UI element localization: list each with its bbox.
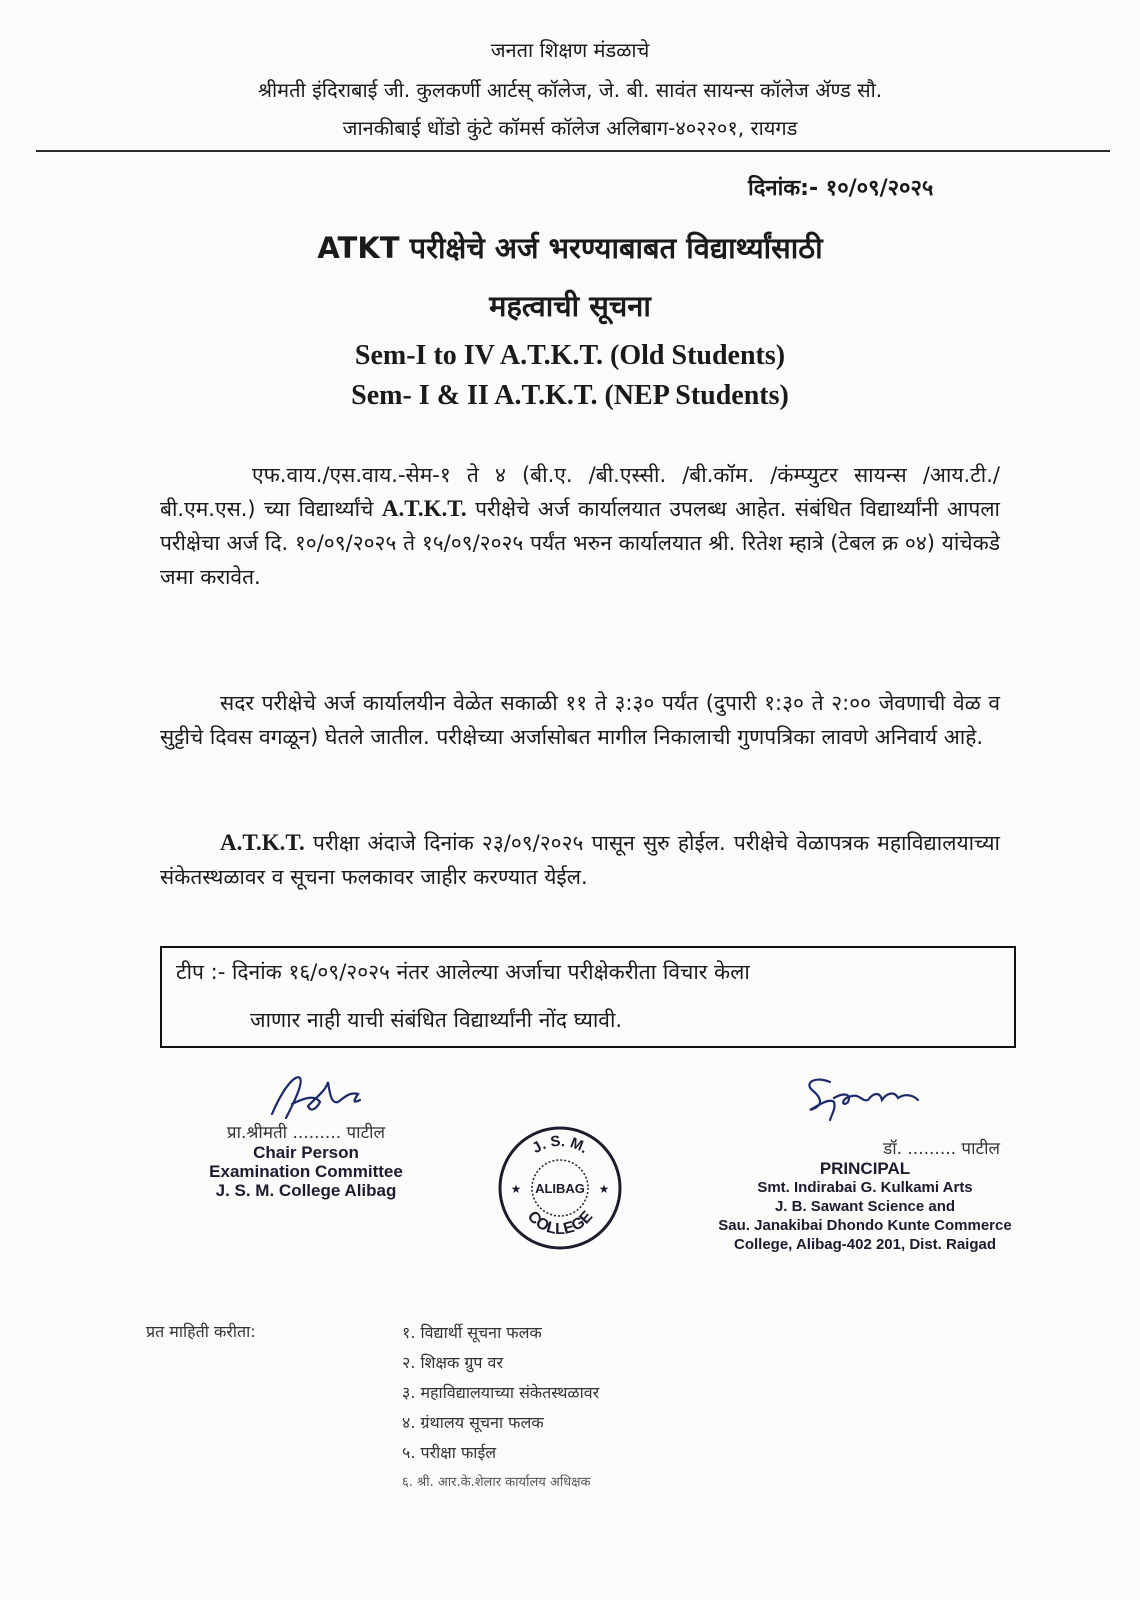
list-item: ५. परीक्षा फाईल	[402, 1443, 497, 1462]
chairperson-name: प्रा.श्रीमती ......... पाटील	[226, 1123, 386, 1143]
note-line-2: जाणार नाही याची संबंधित विद्यार्थ्यांनी नोंद घ्यावी.	[250, 1008, 623, 1032]
svg-text:J. S. M.	[529, 1133, 591, 1157]
header-society: जनता शिक्षण मंडळाचे	[490, 38, 650, 62]
principal-name: डॉ. ......... पाटील	[883, 1139, 1000, 1159]
chairperson-signature-block	[186, 1120, 426, 1200]
paragraph-forms-available	[160, 458, 1000, 594]
svg-text:COLLEGE	[524, 1208, 597, 1238]
principal-signature-block	[690, 1136, 1040, 1254]
header-divider	[36, 150, 1110, 152]
notice-date: दिनांक:- १०/०९/२०२५	[748, 176, 934, 201]
atkt-label: A.T.K.T.	[381, 496, 467, 521]
note-line-1: टीप :- दिनांक १६/०९/२०२५ नंतर आलेल्या अर्जाचा परीक्षेकरीता विचार केला	[176, 960, 750, 984]
list-item: २. शिक्षक ग्रुप वर	[402, 1353, 503, 1372]
seal-top-text: J. S. M.	[529, 1132, 592, 1158]
seal-middle-text: ALIBAG	[535, 1181, 585, 1196]
college-seal	[496, 1124, 624, 1252]
seal-star-icon: ★	[510, 1182, 522, 1196]
stamp-line: Smt. Indirabai G. Kulkami Arts	[757, 1179, 973, 1196]
notice-subtitle-old: Sem-I to IV A.T.K.T. (Old Students)	[354, 340, 786, 371]
stamp-line: J. B. Sawant Science and	[774, 1198, 956, 1215]
stamp-line: Chair Person	[253, 1143, 359, 1162]
list-item: ६. श्री. आर.के.शेलार कार्यालय अधिक्षक	[402, 1475, 591, 1490]
stamp-line: Examination Committee	[209, 1162, 403, 1181]
stamp-line: J. S. M. College Alibag	[215, 1181, 397, 1200]
list-item: १. विद्यार्थी सूचना फलक	[402, 1323, 542, 1342]
paragraph-exam-start	[160, 826, 1000, 894]
distribution-label: प्रत माहिती करीता:	[146, 1322, 256, 1341]
atkt-label: A.T.K.T.	[220, 830, 305, 855]
list-item: ४. ग्रंथालय सूचना फलक	[402, 1413, 544, 1432]
seal-star-icon: ★	[598, 1182, 610, 1196]
stamp-line: College, Alibag-402 201, Dist. Raigad	[733, 1236, 997, 1253]
paragraph-text: परीक्षा अंदाजे दिनांक २३/०९/२०२५ पासून सुरु होईल. परीक्षेचे वेळापत्रक महाविद्यालयाच्या संकेतस्थळावर व सूचना फलकावर जाहीर करण्यात येईल.	[160, 831, 1000, 889]
stamp-line: Sau. Janakibai Dhondo Kunte Commerce	[718, 1217, 1012, 1234]
paragraph-text: परीक्षेचे अर्ज कार्यालयात उपलब्ध आहेत. संबंधित विद्यार्थ्यांनी आपला परीक्षेचा अर्ज दि. १०/०९/२०२५ ते १५/०९/२०२५ पर्यंत भरुन कार्यालयात श्री. रितेश म्हात्रे (टेबल क्र ०४) यांचेकडे जमा करावेत.	[160, 497, 1000, 589]
paragraph-text: एफ.वाय./एस.वाय.-सेम-१ ते ४ (बी.ए. /बी.एस्सी. /बी.कॉम. /कंम्प्युटर सायन्स /आय.टी./बी.एम.एस.) च्या विद्यार्थ्यांचे	[160, 463, 1000, 521]
header-college-address: जानकीबाई धोंडो कुंटे कॉमर्स कॉलेज अलिबाग-४०२२०१, रायगड	[342, 116, 798, 140]
seal-bottom-text: COLLEGE	[523, 1208, 597, 1238]
notice-title: ATKT परीक्षेचे अर्ज भरण्याबाबत विद्यार्थ्यांसाठी	[317, 231, 823, 265]
note-box	[160, 946, 1016, 1048]
notice-title-2: महत्वाची सूचना	[489, 289, 651, 323]
stamp-line: PRINCIPAL	[819, 1159, 911, 1178]
chairperson-stamp	[186, 1143, 426, 1200]
distribution-list	[402, 1318, 599, 1498]
principal-stamp	[690, 1159, 1040, 1254]
principal-signature	[790, 1068, 930, 1140]
header-college-name: श्रीमती इंदिराबाई जी. कुलकर्णी आर्टस् कॉलेज, जे. बी. सावंत सायन्स कॉलेज ॲण्ड सौ.	[257, 78, 883, 102]
list-item: ३. महाविद्यालयाच्या संकेतस्थळावर	[402, 1383, 600, 1402]
notice-subtitle-nep: Sem- I & II A.T.K.T. (NEP Students)	[351, 380, 789, 411]
paragraph-office-timings: सदर परीक्षेचे अर्ज कार्यालयीन वेळेत सकाळी ११ ते ३:३० पर्यंत (दुपारी १:३० ते २:०० जेवणाची वेळ व सुट्टीचे दिवस वगळून) घेतले जातील. परीक्षेच्या अर्जासोबत मागील निकालाची गुणपत्रिका लावणे अनिवार्य आहे.	[160, 691, 1000, 749]
